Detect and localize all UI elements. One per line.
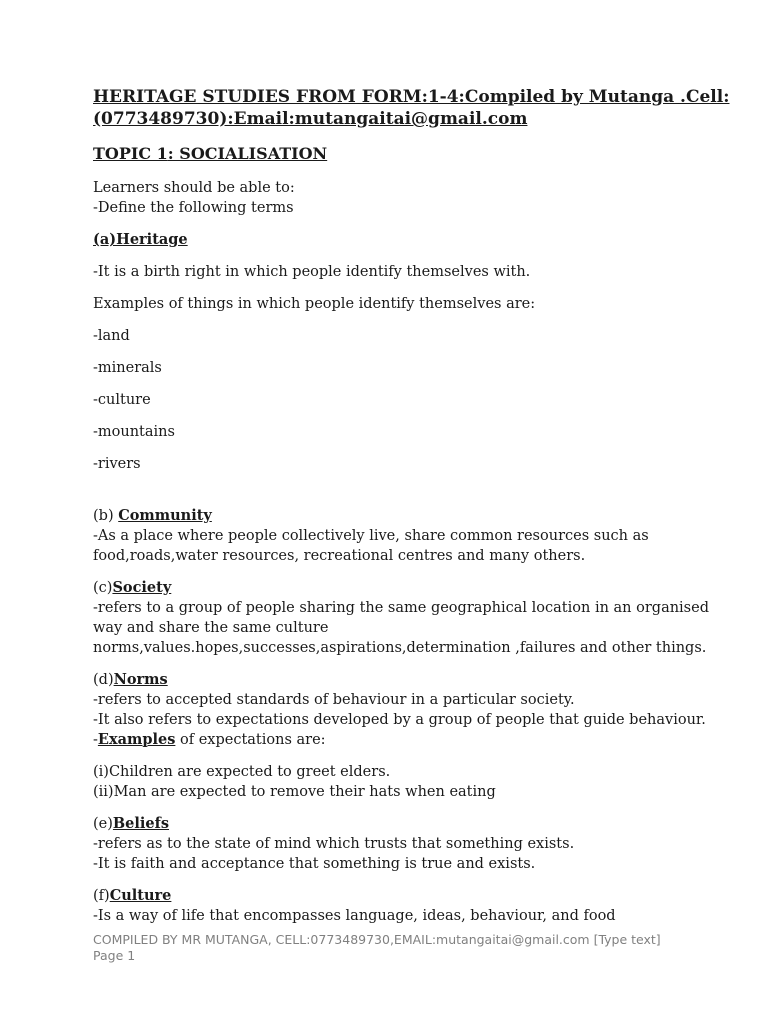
beliefs-line-2: -It is faith and acceptance that something is true and exists. [93,856,536,872]
society-heading [93,578,733,598]
document-title-line-1: HERITAGE STUDIES FROM FORM:1-4:Compiled by Mutanga .Cell: [93,87,730,107]
intro-line-1: Learners should be able to: [93,180,295,196]
intro-line-2: -Define the following terms [93,200,294,216]
beliefs-term: Beliefs [112,815,170,832]
topic-name: : SOCIALISATION [167,144,328,163]
beliefs-line-1: -refers as to the state of mind which trusts that something exists. [93,836,575,852]
topic-heading [93,144,733,164]
society-line-1: -refers to a group of people sharing the same geographical location in an organised [93,600,709,616]
heritage-term: (a)Heritage [93,231,188,248]
list-item: -rivers [93,456,141,472]
page-footer [93,932,693,964]
norms-prefix: (d) [93,672,114,688]
norms-heading [93,670,733,690]
society-prefix: (c) [93,580,113,596]
norms-examples-heading [93,730,733,750]
community-prefix: (b) [93,508,119,524]
document-body [93,86,733,926]
culture-heading [93,886,733,906]
society-line-2: way and share the same culture [93,620,329,636]
footer-line-1: COMPILED BY MR MUTANGA, CELL:0773489730,EMAIL:mutangaitai@gmail.com [Type text] [93,932,661,947]
community-line-2: food,roads,water resources, recreational centres and many others. [93,548,586,564]
norms-examples-term: Examples [97,731,176,748]
document-title-line-2: (0773489730):Email:mutangaitai@gmail.com [93,109,528,129]
footer-page-number: Page 1 [93,948,136,963]
beliefs-heading [93,814,733,834]
list-item: -land [93,328,130,344]
heritage-heading [93,230,733,250]
list-item: -culture [93,392,151,408]
community-line-1: -As a place where people collectively live, share common resources such as [93,528,649,544]
heritage-examples-intro: Examples of things in which people identify themselves are: [93,296,536,312]
community-heading [93,506,733,526]
heritage-definition: -It is a birth right in which people identify themselves with. [93,264,531,280]
society-line-3: norms,values.hopes,successes,aspirations,determination ,failures and other things. [93,640,707,656]
norms-example-1: (i)Children are expected to greet elders. [93,764,391,780]
culture-term: Culture [109,887,172,904]
beliefs-prefix: (e) [93,816,113,832]
society-term: Society [112,579,172,596]
norms-example-2: (ii)Man are expected to remove their hats when eating [93,784,496,800]
list-item: -minerals [93,360,162,376]
culture-prefix: (f) [93,888,110,904]
norms-line-2: -It also refers to expectations developed by a group of people that guide behaviour. [93,712,706,728]
community-term: Community [118,507,212,524]
norms-examples-prefix: - [93,732,98,748]
list-item: -mountains [93,424,175,440]
norms-examples-rest: of expectations are: [175,732,326,748]
norms-line-1: -refers to accepted standards of behaviour in a particular society. [93,692,575,708]
norms-term: Norms [113,671,168,688]
topic-label: TOPIC 1 [93,144,168,163]
culture-line-1: -Is a way of life that encompasses language, ideas, behaviour, and food [93,908,616,924]
